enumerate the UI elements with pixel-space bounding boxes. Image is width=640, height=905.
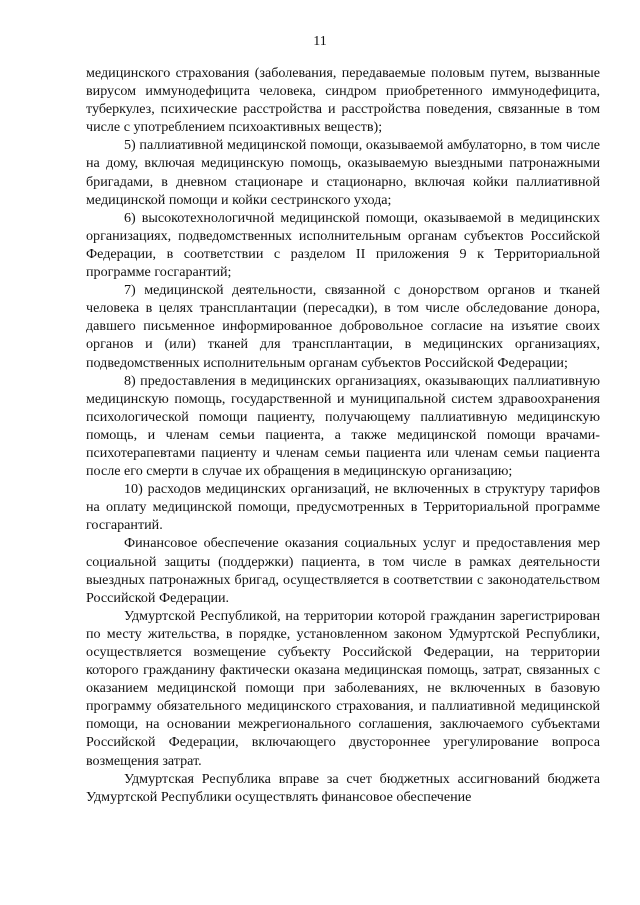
paragraph-item-8: 8) предоставления в медицинских организациях, оказывающих паллиативную медицинскую помощь, государственной и муниципальной систем здравоохранения психологической помощи пациенту, получающему паллиативную медицинскую помощь, и членам семьи пациента, а также медицинской помощи врачами-психотерапевтами пациенту и членам семьи пациента или членам семьи пациента после его смерти в случае их обращения в медицинскую организацию; [86, 372, 600, 480]
page-number: 11 [313, 34, 327, 49]
paragraph-budget-financing: Удмуртская Республика вправе за счет бюджетных ассигнований бюджета Удмуртской Республики осуществлять финансовое обеспечение [86, 770, 600, 805]
paragraph-item-6: 6) высокотехнологичной медицинской помощи, оказываемой в медицинских организациях, подведомственных исполнительным органам субъектов Российской Федерации, в соответствии с разделом II приложения 9 к Территориальной программе госгарантий; [86, 209, 600, 281]
paragraph-social-services: Финансовое обеспечение оказания социальных услуг и предоставления мер социальной защиты (поддержки) пациента, в том числе в рамках деятельности выездных патронажных бригад, осуществляется в соответствии с законодательством Российской Федерации. [86, 535, 600, 606]
document-body [86, 64, 600, 806]
paragraph-item-7: 7) медицинской деятельности, связанной с донорством органов и тканей человека в целях трансплантации (пересадки), в том числе обследование донора, давшего письменное информированное добровольное согласие на изъятие своих органов и (или) тканей для трансплантации, в медицинских организациях, подведомственных исполнительным органам субъектов Российской Федерации; [86, 282, 600, 371]
paragraph-reimbursement: Удмуртской Республикой, на территории которой гражданин зарегистрирован по месту жительства, в порядке, установленном законом Удмуртской Республики, осуществляется возмещение субъекту Российской Федерации, на территории которого гражданину фактически оказана медицинская помощь, затрат, связанных с оказанием медицинской помощи при заболеваниях, не включенных в базовую программу обязательного медицинского страхования, и паллиативной медицинской помощи, на основании межрегионального соглашения, заключаемого субъектами Российской Федерации, включающего двустороннее урегулирование вопроса возмещения затрат. [86, 607, 600, 769]
paragraph-item-5: 5) паллиативной медицинской помощи, оказываемой амбулаторно, в том числе на дому, включая медицинскую помощь, оказываемую выездными патронажными бригадами, в дневном стационаре и стационарно, включая койки паллиативной медицинской помощи и койки сестринского ухода; [86, 137, 600, 208]
paragraph-continuation: медицинского страхования (заболевания, передаваемые половым путем, вызванные вирусом иммунодефицита человека, синдром приобретенного иммунодефицита, туберкулез, психические расстройства и расстройства поведения, связанные в том числе с употреблением психоактивных веществ); [86, 65, 600, 136]
paragraph-item-10: 10) расходов медицинских организаций, не включенных в структуру тарифов на оплату медицинской помощи, предусмотренных в Территориальной программе госгарантий. [86, 481, 600, 534]
